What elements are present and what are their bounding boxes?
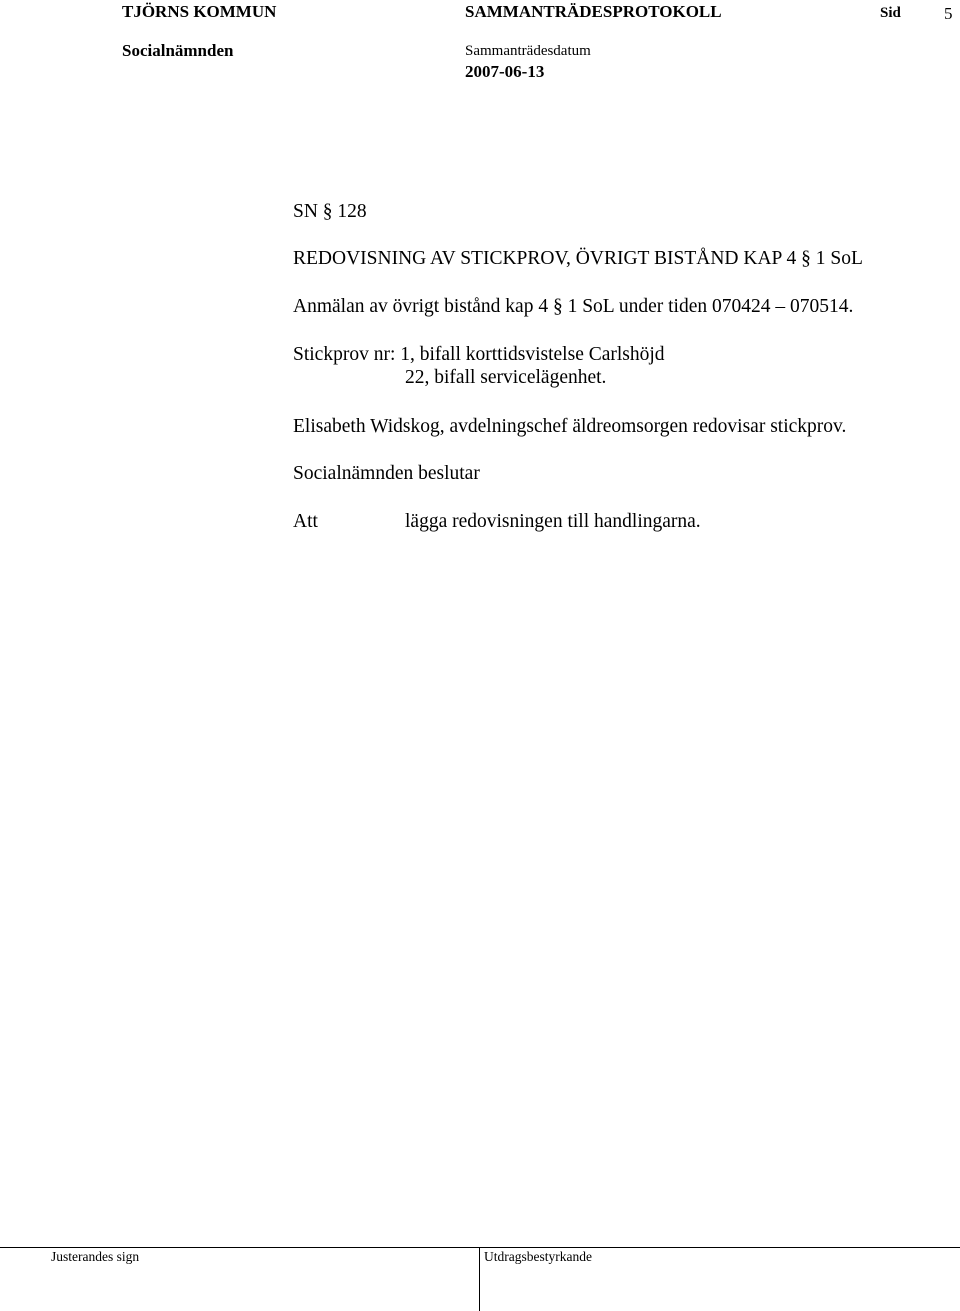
meeting-date: 2007-06-13 — [465, 62, 545, 81]
decision-text: lägga redovisningen till handlingarna. — [405, 511, 701, 532]
paragraph-sample-line-2: 22, bifall servicelägenhet. — [405, 367, 607, 388]
date-label: Sammanträdesdatum — [465, 43, 591, 59]
footer-column-divider — [479, 1247, 480, 1311]
paragraph-report: Anmälan av övrigt bistånd kap 4 § 1 SoL under tiden 070424 – 070514. — [293, 296, 854, 317]
paragraph-presenter: Elisabeth Widskog, avdelningschef äldreomsorgen redovisar stickprov. — [293, 416, 847, 437]
municipality-name: TJÖRNS KOMMUN — [122, 2, 277, 21]
page-number: 5 — [944, 4, 953, 23]
document-type: SAMMANTRÄDESPROTOKOLL — [465, 2, 722, 21]
item-number: SN § 128 — [293, 201, 367, 222]
committee-name: Socialnämnden — [122, 41, 234, 60]
footer-justerandes-sign: Justerandes sign — [51, 1249, 140, 1264]
footer-utdragsbestyrkande: Utdragsbestyrkande — [484, 1249, 592, 1264]
footer-divider — [0, 1247, 960, 1248]
item-title: REDOVISNING AV STICKPROV, ÖVRIGT BISTÅND KAP 4 § 1 SoL — [293, 248, 863, 269]
decision-att: Att — [293, 511, 318, 532]
decision-heading: Socialnämnden beslutar — [293, 463, 480, 484]
page-label: Sid — [880, 5, 901, 21]
paragraph-sample-line-1: Stickprov nr: 1, bifall korttidsvistelse Carlshöjd — [293, 344, 665, 365]
